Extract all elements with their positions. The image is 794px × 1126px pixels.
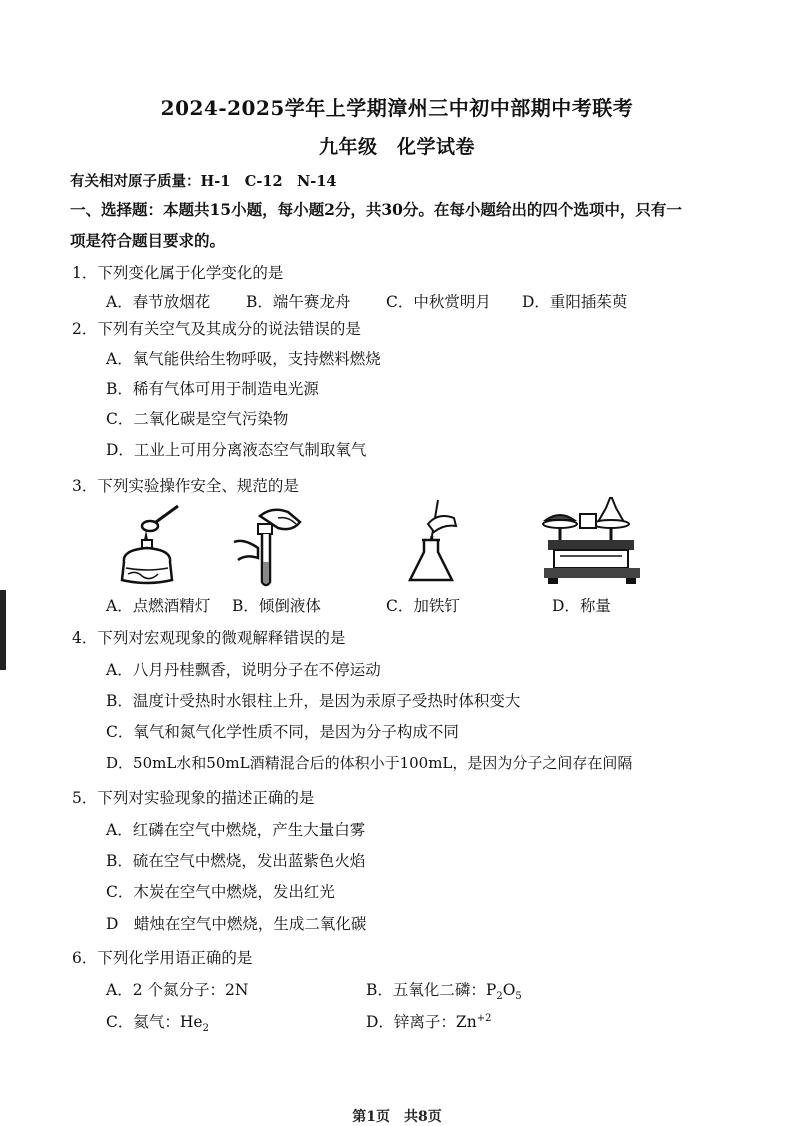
q5-option-c: C．木炭在空气中燃烧，发出红光 bbox=[106, 883, 335, 901]
q5-stem: 5．下列对实验现象的描述正确的是 bbox=[72, 789, 315, 807]
q2-option-a: A．氧气能供给生物呼吸，支持燃料燃烧 bbox=[106, 350, 381, 368]
q6-d-sup: +2 bbox=[476, 1012, 492, 1024]
q3-option-b: B．倾倒液体 bbox=[232, 597, 321, 615]
q6-option-a: A．2 个氮分子：2N bbox=[106, 981, 249, 999]
q6-b-sub2: 5 bbox=[515, 991, 522, 1003]
q3-stem: 3．下列实验操作安全、规范的是 bbox=[72, 477, 299, 495]
exam-title: 2024-2025学年上学期漳州三中初中部期中考联考 bbox=[160, 96, 634, 120]
q5-option-d: D 蜡烛在空气中燃烧，生成二氧化碳 bbox=[106, 915, 367, 933]
q1-option-c: C．中秋赏明月 bbox=[386, 293, 491, 311]
q3-option-d: D．称量 bbox=[552, 597, 611, 615]
q2-stem: 2．下列有关空气及其成分的说法错误的是 bbox=[72, 320, 361, 338]
q1-stem: 1．下列变化属于化学变化的是 bbox=[72, 264, 284, 282]
q1-option-b: B．端午赛龙舟 bbox=[246, 293, 351, 311]
alcohol-lamp-figure bbox=[112, 500, 182, 588]
q6-stem: 6．下列化学用语正确的是 bbox=[72, 949, 253, 967]
q3-option-c: C．加铁钉 bbox=[386, 597, 460, 615]
q6-c-prefix: C．氦气：He bbox=[106, 1013, 203, 1031]
q6-b-mid: O bbox=[502, 981, 516, 999]
balance-weighing-figure bbox=[540, 494, 644, 588]
q5-option-a: A．红磷在空气中燃烧，产生大量白雾 bbox=[106, 821, 366, 839]
q5-option-b: B．硫在空气中燃烧，发出蓝紫色火焰 bbox=[106, 852, 366, 870]
exam-subtitle: 九年级 化学试卷 bbox=[318, 136, 475, 158]
atomic-masses: 有关相对原子质量：H-1 C-12 N-14 bbox=[70, 173, 337, 190]
q6-option-b bbox=[366, 978, 522, 1002]
q6-c-sub: 2 bbox=[202, 1023, 209, 1035]
q4-stem: 4．下列对宏观现象的微观解释错误的是 bbox=[72, 629, 346, 647]
section-heading-line1: 一、选择题：本题共15小题，每小题2分，共30分。在每小题给出的四个选项中，只有一 bbox=[70, 200, 682, 219]
scan-edge-mark bbox=[0, 590, 6, 670]
q2-option-d: D．工业上可用分离液态空气制取氧气 bbox=[106, 441, 367, 459]
page-footer: 第1页 共8页 bbox=[352, 1109, 442, 1125]
q4-option-b: B．温度计受热时水银柱上升，是因为汞原子受热时体积变大 bbox=[106, 692, 521, 710]
q2-option-c: C．二氧化碳是空气污染物 bbox=[106, 410, 289, 428]
q4-option-d: D．50mL水和50mL酒精混合后的体积小于100mL，是因为分子之间存在间隔 bbox=[106, 754, 633, 772]
q6-option-c bbox=[106, 1010, 209, 1034]
q3-option-a: A．点燃酒精灯 bbox=[106, 597, 211, 615]
q6-b-sub1: 2 bbox=[496, 991, 503, 1003]
q6-b-prefix: B．五氧化二磷：P bbox=[366, 981, 497, 999]
section-heading-line2: 项是符合题目要求的。 bbox=[70, 231, 226, 250]
q1-option-a: A．春节放烟花 bbox=[106, 293, 211, 311]
q6-d-prefix: D．锌离子：Zn bbox=[366, 1013, 477, 1031]
pouring-liquid-figure bbox=[228, 502, 308, 590]
q6-option-d bbox=[366, 1010, 491, 1032]
q4-option-c: C．氧气和氮气化学性质不同，是因为分子构成不同 bbox=[106, 723, 459, 741]
q2-option-b: B．稀有气体可用于制造电光源 bbox=[106, 380, 319, 398]
q1-option-d: D．重阳插茱萸 bbox=[522, 293, 628, 311]
q4-option-a: A．八月丹桂飘香，说明分子在不停运动 bbox=[106, 661, 381, 679]
adding-iron-nail-figure bbox=[398, 494, 468, 586]
